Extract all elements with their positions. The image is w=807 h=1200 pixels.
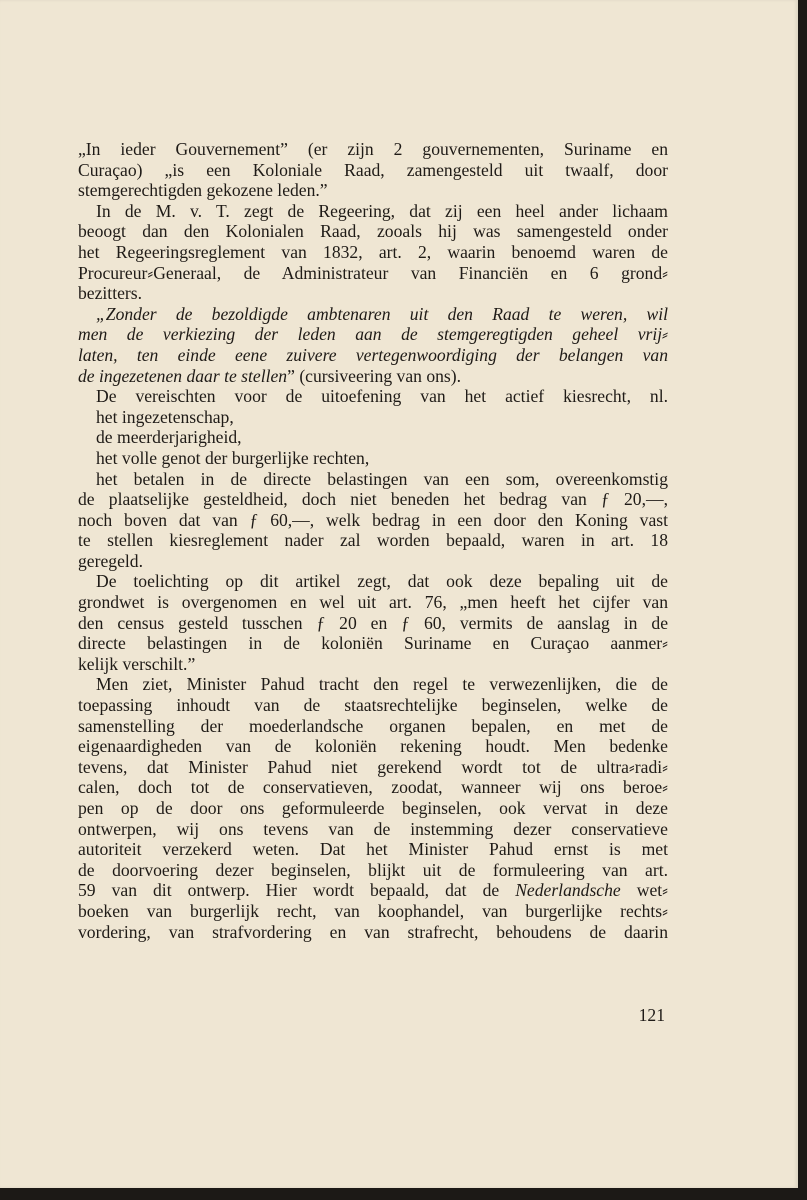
italic-span: de ingezetenen daar te stellen	[78, 365, 288, 386]
text-line: vordering, van strafvordering en van strafrecht, behoudens de daarin	[78, 921, 668, 942]
text-line: laten, ten einde eene zuivere vertegenwoordiging der belangen van	[78, 344, 668, 365]
text-line: directe belastingen in de koloniën Suriname en Curaçao aanmer⸗	[78, 633, 668, 654]
text-line	[78, 366, 668, 387]
text-line: geregeld.	[78, 550, 143, 571]
text-line: In de M. v. T. zegt de Regeering, dat zij een heel ander lichaam	[96, 200, 668, 221]
text-line: calen, doch tot de conservatieven, zoodat, wanneer wij ons beroe⸗	[78, 777, 668, 798]
scan-border-bottom	[0, 1188, 807, 1200]
text-line: De toelichting op dit artikel zegt, dat ook deze bepaling uit de	[96, 571, 668, 592]
text-line: samenstelling der moederlandsche organen bepalen, en met de	[78, 715, 668, 736]
text-line: te stellen kiesreglement nader zal worden bepaald, waren in art. 18	[78, 530, 668, 551]
text-line: Men ziet, Minister Pahud tracht den regel te verwezenlijken, die de	[96, 674, 668, 695]
text-line: bezitters.	[78, 283, 142, 304]
page-number: 121	[638, 1005, 665, 1025]
text-line: noch boven dat van ƒ 60,—, welk bedrag in een door den Koning vast	[78, 509, 668, 530]
text-line: „Zonder de bezoldigde ambtenaren uit den Raad te weren, wil	[96, 303, 668, 324]
text-line: De vereischten voor de uitoefening van het actief kiesrecht, nl.	[96, 386, 668, 407]
text-line: kelijk verschilt.”	[78, 653, 196, 674]
text-line: het Regeeringsreglement van 1832, art. 2, waarin benoemd waren de	[78, 241, 668, 262]
text-line: „In ieder Gouvernement” (er zijn 2 gouvernementen, Suriname en	[78, 139, 668, 159]
text-line: de doorvoering dezer beginselen, blijkt uit de formuleering van art.	[78, 859, 668, 880]
text-line: toepassing inhoudt van de staatsrechtelijke beginselen, welke de	[78, 695, 668, 716]
text-line: eigenaardigheden van de koloniën rekening houdt. Men bedenke	[78, 736, 668, 757]
text-line: Procureur⸗Generaal, de Administrateur van Financiën en 6 grond⸗	[78, 262, 668, 283]
text-line: men de verkiezing der leden aan de stemgeregtigden geheel vrij⸗	[78, 324, 668, 345]
text-line: pen op de door ons geformuleerde beginselen, ook vervat in deze	[78, 798, 668, 818]
text-line: het ingezetenschap,	[96, 406, 234, 427]
text-line: Curaçao) „is een Koloniale Raad, zamengesteld uit twaalf, door	[78, 159, 668, 180]
text-span: wet⸗	[620, 880, 669, 901]
text-span: ” (cursiveering van ons).	[287, 365, 462, 386]
text-line: het volle genot der burgerlijke rechten,	[96, 447, 370, 468]
text-line: het betalen in de directe belastingen van een som, overeenkomstig	[96, 468, 668, 489]
text-line: grondwet is overgenomen en wel uit art. 76, „men heeft het cijfer van	[78, 592, 668, 613]
text-line: boeken van burgerlijk recht, van koophandel, van burgerlijke rechts⸗	[78, 900, 668, 921]
text-line: ontwerpen, wij ons tevens van de instemming dezer conservatieve	[78, 818, 668, 839]
scan-border-right	[798, 0, 807, 1200]
text-line	[78, 880, 668, 901]
text-span: 59 van dit ontwerp. Hier wordt bepaald, dat de	[78, 880, 516, 901]
italic-span: Nederlandsche	[515, 880, 621, 901]
text-line: autoriteit verzekerd weten. Dat het Minister Pahud ernst is met	[78, 839, 668, 860]
text-line: de meerderjarigheid,	[96, 427, 242, 448]
text-line: tevens, dat Minister Pahud niet gerekend wordt tot de ultra⸗radi⸗	[78, 756, 668, 777]
text-line: de plaatselijke gesteldheid, doch niet beneden het bedrag van ƒ 20,—,	[78, 489, 668, 510]
text-line: den census gesteld tusschen ƒ 20 en ƒ 60, vermits de aanslag in de	[78, 612, 668, 633]
text-line: beoogt dan den Kolonialen Raad, zooals hij was samengesteld onder	[78, 221, 668, 242]
body-text	[78, 139, 668, 942]
text-line: stemgerechtigden gekozene leden.”	[78, 180, 328, 201]
